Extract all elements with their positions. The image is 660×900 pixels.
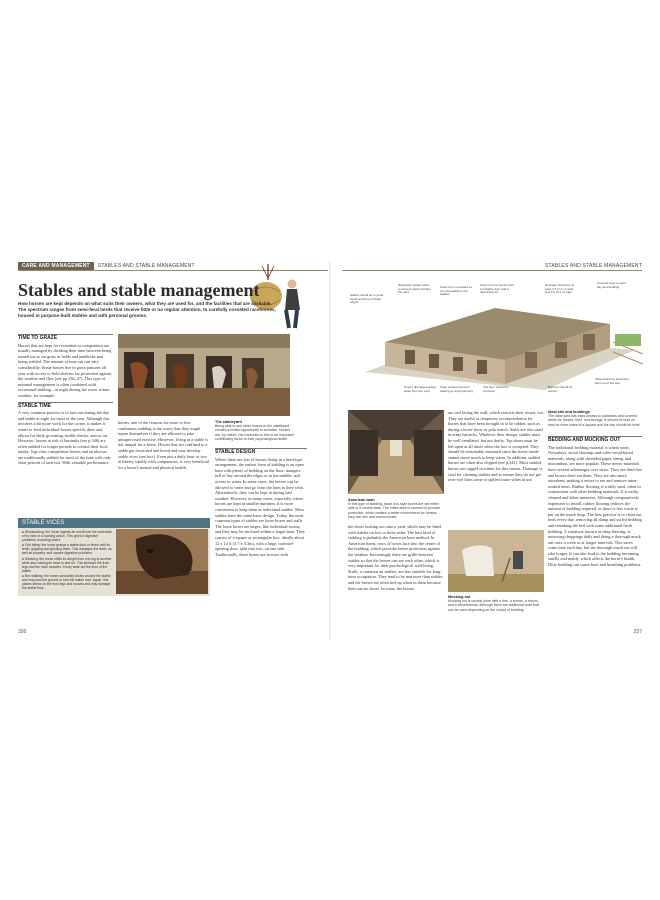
vice-item: ■ Crib biting: the horse grasps a stable door or fence with its teeth, gripping and grinding them. This damages the teeth, as well as property, and causes digestive problems. [22,543,112,555]
text-column-3 [215,448,307,628]
callout-label: Doorway should be at least 4 ft (1.2 m) wide and 8 ft (2.4 m) high [545,283,575,295]
stable-vices-title: STABLE VICES [18,518,210,528]
paragraph-stable-design: Where there are lots of horses living in a herd-type arrangement, the easiest form of stabling is an open barn with plenty of bedding on the floor, mangers full of hay around the edges or in the middle, and access to water. In some cases, the horses can be allowed to come and go from the barn as they wish. Alternatively, they can be kept in during bad weather. However, in many cases, especially where horses are kept in smaller numbers, it is more convenient to keep them in individual stables. Most stables have the same basic design. Today, the most common types of stables are loose boxes and stalls. The loose boxes are larges, like individual rooms, and they may be enclosed within a larger barn. They consist of a square or rectangular box, ideally about 12 x 14 ft (3.7 x 4.3m), with a large, outward-opening door, split into two, on one side. Traditionally, these boxes are in rows with [215,456,306,557]
subsection-label: STABLES AND STABLE MANAGEMENT [97,263,195,269]
callout-label: Stable should be in good repair and free of sharp edges [350,293,384,305]
section-label: CARE AND MANAGEMENT [18,262,94,270]
caption-stableyard [215,420,295,446]
callout-label: Wheel barrows should be kept out of the way [595,377,629,385]
callout-label: Rainwater system sited to prevent water flooding the yard [398,283,431,295]
callout-label: Clear covered area for tacking up and grooming [440,385,473,393]
text-column-1 [18,334,113,516]
paragraph-stable-horses: horses, one of the reasons for more or less continuous stabling is the worry that they might injure themselves if they are allowed to take unsupervised exercise. However, living in a stable is not natural for a horse. Horses that are confined to a stable get frustrated and bored and may develop stable vices (see box). Even just a daily hour or two at liberty, ideally with companions, is very beneficial for a horse's mental and physical health. [118,420,210,470]
paragraph-time-to-graze: Horses that are kept for recreation or competition are usually managed by dividing their time between being turned out to eat grass in fields and paddocks and being stabled. The amount of turn-out can vary considerably. Some horses live in grass pastures all year with access to field shelters for protection against the weather and flies (see pp.336–37). This type of minimal management is often combined with occasional stabling—at night during the worst winter weather, for example. [18,342,112,398]
mucking-out-photo [448,530,544,592]
paragraph-bedding: The traditional bedding material is wheat straw. Nowadays, wood shavings and other wood-based materials, along with shredded paper, hemp, and miscanthus, are more popular. These newer materials have several advantages over straw. They are dust-free and horses don't eat them. They are also more absorbent, making it easier to see and remove urine-soaked areas. Rubber flooring is widely used, often in conjunction with other bedding materials. It is easily cleaned and labor-intensive. Although comparatively expensive to install, rubber flooring reduces the amount of bedding required, so there is less waste to put on the muck heap. The best practice is to clean out beds every day, removing all damp and soiled bedding and remaking the bed with some additional fresh bedding. A variation, known as deep littering, is removing droppings daily and doing a thorough muck out once a week or at longer intervals. This saves some time each day, but the thorough muck out will take longer. It can also lead to the bedding becoming smelly and moldy, which affects the horse's health. Dirty bedding can cause hoof and breathing problems. [548,444,642,568]
caption-stableyard-text: Being able to see other horses in the stableyard creates a limited opportunity to socialize. Horses are, by nature, herd animals so this is an important contributing factor to their psychological health. [215,424,294,441]
caption-mucking-out-text: Mucking out is usually done with a fork, a shovel, a broom, and a wheelbarrow, although there are additional tools that can be used depending on the choice of bedding. [448,599,539,612]
stable-vices-box [18,518,210,596]
paragraph-stable-time: A very common practice is to turn out during the day and stable at night for most of the year. Although this involves a bit more work for the owner, it makes it easier to feed individual horses specific diets and allows for daily grooming, health checks, and so on. However, horses at risk of laminitis (see p.346) are often stabled for longer periods to control their food intake. Top-class competition horses and racehorses are traditionally stabled for most of the time with only short periods of turn-out. With valuable performance [18,410,112,466]
horse-head-photo [116,529,208,594]
stable-vices-list [22,530,112,591]
callout-label: Covered area to store hay and bedding [597,281,627,289]
caption-ideal-site-text: The ideal yard has easy access to paddocks and covered areas for horses, feed, and storage. It should be built on land on more sides of a square and the site should be level. [548,414,641,427]
text-column-4 [348,524,444,628]
heading-time-to-graze: TIME TO GRAZE [18,334,113,342]
intro-paragraph: How horses are kept depends on what suits their owners, what they are used for, and the facilities that are available. The spectrum ranges from semi-feral herds that receive little or no regular attention, to carefully cosseted racehorses, housed in purpose-built stables and with personal grooms. [18,301,276,319]
caption-american-barn-title: American barn [348,498,375,502]
heading-bedding: BEDDING AND MUCKING OUT [548,436,642,444]
heading-stable-time: STABLE TIME [18,402,113,410]
text-column-5 [448,410,544,526]
page-number-left: 336 [18,629,27,635]
caption-american-barn [348,498,444,520]
heading-stable-design: STABLE DESIGN [215,448,307,456]
page-number-right: 337 [633,629,642,635]
caption-american-barn-text: In this type of stabling, loose box-style boxes are set either side of a central aisle. The entire area is covered to provide protection, which creates a better environment for horses: they can see and communicate. [348,502,440,519]
caption-ideal-site [548,410,642,432]
page-title: Stables and stable management [18,280,260,300]
callout-label: Proper drainage leading away from the yard [404,385,437,393]
text-column-6 [548,436,642,626]
running-header-right [342,262,642,271]
subsection-label-right: STABLES AND STABLE MANAGEMENT [544,263,642,269]
american-barn-photo [348,410,444,494]
page-gutter [329,262,331,640]
callout-label: The floor should be concrete [483,385,509,393]
paragraph-ventilation: are tied facing the wall, which restricts their vision, too. They are useful as temporary accommodation for horses that have been brought in to be ridden, such as during a horse show or polo match. Stalls are also used in army barracks. Whatever their design, stables must be well ventilated, but not drafty. Top doors must be left open at all times when the box is occupied. They should be reasonably insulated since the horse inside cannot move much to keep warm. In addition, stabled horses are often also clipped (see p.341). Most stabled horses are rugged in winter for this reason. Drainage is vital for cleaning stables and to ensure they do not get over-wet from urine or spilled water when in use. [448,410,544,483]
stableyard-photo [118,334,290,416]
vice-item: ■ Windsucking: the horse ingests air and flexes the underside of its neck in a sucking action. This gives it digestive problems, including ulcers. [22,530,112,542]
callout-label: Feed room is secure with a lockable door and a tight-fitting lid [480,283,514,295]
callout-label: Feed room is located so it is accessible to the stables [440,285,473,297]
caption-mucking-out-title: Mucking out [448,595,471,599]
caption-stableyard-title: The stableyard [215,420,242,424]
vice-item: ■ Weaving: the horse shifts its weight from one leg to another while also waving its head to and fro. This stresses the front legs and the neck muscles. It may wear out the floor of the stable. [22,557,112,573]
callout-label: Barriers should be secure [548,385,573,393]
paragraph-american-barn: the doors looking out onto a yard, which may be lined with stables on two or three sides. The best kind of stabling is probably the American barn method. In American barns, rows of boxes face into the center of the building, which provides better protection against the weather. Increasingly there are grille-between stables so that the horses can see each other, which is very important for their psychological well-being. Stalls, a variation on stables, are less suitable for long-term occupation. They tend to be narrower than stables and the horses are often tied up when in them because there are no doors. In some, the horses [348,524,443,591]
vice-item: ■ Box walking: the horse constantly circles around the stable and may paw the ground or kick the stable door. Again, this places stress on the front legs and hooves and may damage the stable floor. [22,574,112,590]
text-column-2 [118,420,210,516]
caption-ideal-site-title: Ideal site and buildings [548,410,590,414]
caption-mucking-out [448,595,544,617]
book-spread [0,262,660,640]
